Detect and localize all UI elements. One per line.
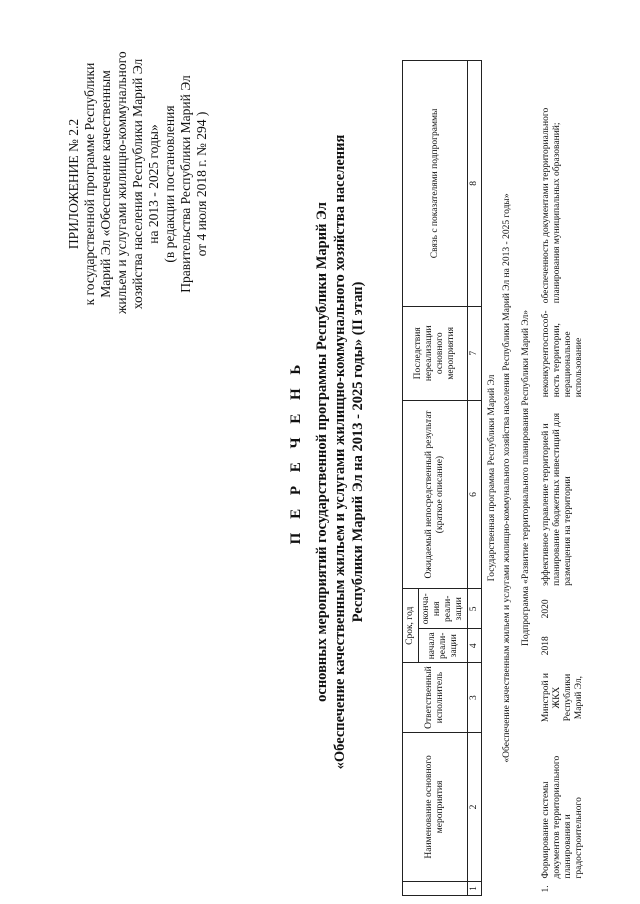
measure-start: 2018	[541, 636, 551, 656]
section-row	[482, 61, 501, 896]
measure-result: эффективное управление территорией и планирование бюджетных инвестиций для размещения на территории	[541, 413, 573, 586]
col-header-end: оконча-ния реали-зации	[419, 589, 468, 629]
measure-consequence: неконкурентоспособ-ность территории, нерациональное использование	[541, 310, 584, 398]
col-header-num	[403, 882, 468, 896]
column-number: 8	[468, 61, 482, 307]
document-title	[288, 40, 367, 864]
title-line: Республики Марий Эл на 2013 - 2025 годы» (II этап)	[350, 281, 366, 623]
appendix-line: от 4 июля 2018 г. № 294 )	[194, 111, 209, 257]
appendix-line: жильем и услугами жилищно-коммунального	[114, 51, 129, 314]
col-header-period: Срок, год	[403, 589, 419, 663]
section-row	[515, 61, 538, 896]
column-number: 1	[468, 882, 482, 896]
measure-end: 2020	[541, 599, 551, 619]
col-header-indicators: Связь с показателями подпрограммы	[403, 61, 468, 307]
column-number: 2	[468, 732, 482, 881]
column-number: 7	[468, 306, 482, 400]
section-label: «Обеспечение качественным жильем и услугами жилищно-коммунального хозяйства населения Республики Марий Эл на 2013 - 2025 годы»	[502, 193, 512, 763]
column-number: 4	[468, 629, 482, 663]
measure-name: Формирование системы документов территориального планирования и градостроительного	[541, 755, 584, 879]
col-header-result: Ожидаемый непосредственный результат (краткое описание)	[403, 400, 468, 589]
row-number: 1.	[541, 885, 551, 893]
column-number: 3	[468, 663, 482, 733]
section-row	[500, 61, 515, 896]
title-heading: П Е Р Е Ч Е Н Ь	[288, 359, 304, 545]
table-header-row	[403, 61, 419, 896]
appendix-line: (в редакции постановления	[162, 105, 177, 263]
appendix-line: на 2013 - 2025 годы»	[146, 124, 161, 244]
col-header-consequence: Последствия нереализации основного мероприятия	[403, 306, 468, 400]
appendix-line: ПРИЛОЖЕНИЕ № 2.2	[66, 118, 81, 250]
appendix-block	[66, 51, 210, 314]
section-label: Подпрограмма «Развитие территориального планирования Республики Марий Эл»	[521, 310, 531, 646]
col-header-executor: Ответственный исполнитель	[403, 663, 468, 733]
column-number: 5	[468, 589, 482, 629]
measure-executor: Минстрой и ЖКХ Республики Марий Эл,	[541, 673, 584, 723]
column-number-row	[468, 61, 482, 896]
title-line: основных мероприятий государственной программы Республики Марий Эл	[314, 202, 330, 702]
appendix-line: Правительства Республики Марий Эл	[178, 75, 193, 293]
col-header-start: начала реали-зации	[419, 629, 468, 663]
appendix-line: Марий Эл «Обеспечение качественным	[98, 70, 113, 298]
measure-indicators: обеспеченность документами территориального планирования муниципальных образований;	[541, 107, 562, 304]
section-label: Государственная программа Республики Марий Эл	[487, 374, 497, 582]
appendix-line: хозяйства населения Республики Марий Эл	[130, 58, 145, 310]
measures-table	[402, 60, 588, 896]
table-row	[538, 61, 588, 896]
title-line: «Обеспечение качественным жильем и услугами жилищно-коммунального хозяйства населения	[332, 134, 348, 770]
column-number: 6	[468, 400, 482, 589]
col-header-name: Наименование основного мероприятия	[403, 732, 468, 881]
appendix-line: к государственной программе Республики	[82, 62, 97, 306]
